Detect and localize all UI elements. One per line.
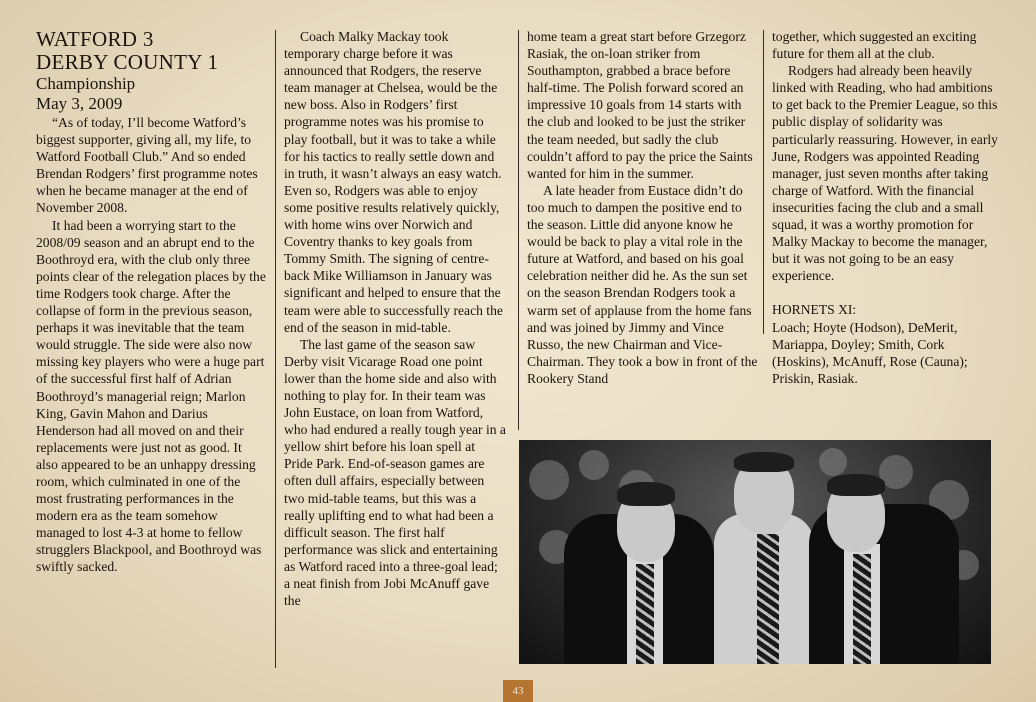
column-2 (284, 28, 506, 609)
column-divider (763, 30, 764, 334)
column-4 (772, 28, 1002, 387)
column-3 (527, 28, 759, 387)
celebration-photo (519, 440, 991, 664)
column-1 (36, 28, 266, 576)
page-number: 43 (503, 680, 533, 702)
column-divider (275, 30, 276, 668)
competition-label: Championship (36, 74, 136, 93)
article-paragraph: Coach Malky Mackay took temporary charge before it was announced that Rodgers, the reserve team manager at Chelsea, would be the new boss. Also in Rodgers’ first programme notes was his promise to play football, but it was to take a while for his tactics to really settle down and in truth, it wasn’t always an easy watch. Even so, Rodgers was able to enjoy some positive results relatively quickly, with home wins over Norwich and Coventry thanks to key goals from Tommy Smith. The signing of centre-back Mike Williamson in January was significant and helped to ensure that the team were able to successfully reach the end of the season in mid-table. (284, 29, 503, 335)
match-date: May 3, 2009 (36, 94, 123, 113)
article-paragraph: “As of today, I’ll become Watford’s biggest supporter, giving all, my life, to Watford Football Club.” And so ended Brendan Rodgers’ first programme notes when he became manager at the end of November 2008. (36, 115, 258, 216)
match-title-away: DERBY COUNTY 1 (36, 50, 219, 74)
article-paragraph: It had been a worrying start to the 2008/09 season and an abrupt end to the Boothroyd era, with the club only three points clear of the relegation places by the time Rodgers took charge. After the collapse of form in the previous season, perhaps it was inevitable that the team would struggle. The side were also now missing key players who were a huge part of the successful first half of Adrian Boothroyd’s managerial reign; Marlon King, Gavin Mahon and Darius Henderson had all moved on and their replacements were just not as good. It also appeared to be an unhappy dressing room, which culminated in one of the most frustrating performances in the modern era as the team somehow managed to lost 4-3 at home to fellow strugglers Blackpool, and Boothroyd was swiftly sacked. (36, 217, 266, 575)
article-paragraph: Rodgers had already been heavily linked with Reading, who had ambitions to get back to the Premier League, so this public display of solidarity was particularly reassuring. However, in early June, Rodgers was appointed Reading manager, just seven months after taking charge of Watford. With the financial insecurities facing the club and a small squad, it was a worthy promotion for Malky Mackay to become the manager, but it was not going to be an easy experience. (772, 63, 998, 284)
team-lineup-list: Loach; Hoyte (Hodson), DeMerit, Mariappa, Doyley; Smith, Cork (Hoskins), McAnuff, Rose (Cauna); Priskin, Rasiak. (772, 319, 968, 386)
article-paragraph: A late header from Eustace didn’t do too much to dampen the positive end to the season. Little did anyone know he would be back to play a vital role in the future at Watford, and based on his goal celebration neither did he. As the sun set on the season Brendan Rodgers took a warm set of applause from the home fans and was joined by Jimmy and Vince Russo, the new Chairman and Vice-Chairman. They took a bow in front of the Rookery Stand (527, 182, 758, 386)
match-title-home: WATFORD 3 (36, 27, 154, 51)
team-lineup-heading: HORNETS XI: (772, 302, 857, 318)
article-paragraph: home team a great start before Grzegorz Rasiak, the on-loan striker from Southampton, grabbed a brace before half-time. The Polish forward scored an impressive 10 goals from 14 starts with the club and looked to be just the striker the team needed, but sadly the club couldn’t afford to pay the price the Saints wanted for him in the summer. (527, 29, 753, 181)
article-paragraph: together, which suggested an exciting future for them all at the club. (772, 29, 977, 62)
column-divider (518, 30, 519, 430)
article-paragraph: The last game of the season saw Derby visit Vicarage Road one point lower than the home side and also with nothing to play for. In their team was John Eustace, on loan from Watford, who had endured a really tough year in a yellow shirt before his loan spell at Pride Park. End-of-season games are often dull affairs, especially between two mid-table teams, but this was a really uplifting end to what had been a difficult season. The first half performance was slick and entertaining as Watford raced into a three-goal lead; a neat finish from Jobi McAnuff gave the (284, 336, 506, 609)
